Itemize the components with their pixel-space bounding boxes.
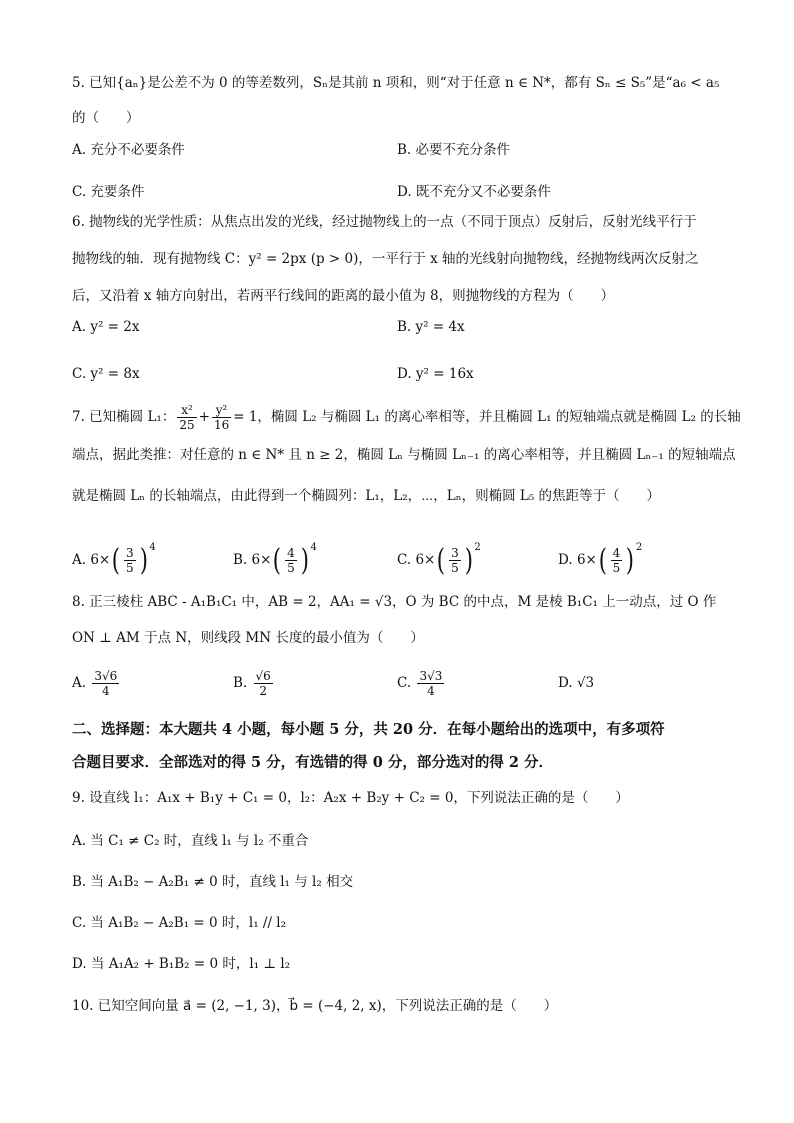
q8-option-a: A. $\frac{3√6}{4}$: [72, 669, 118, 698]
q7-option-d: D. 6×( $\frac{4}{5}$ ) $^2$: [558, 542, 643, 578]
q7-stem-line2: 端点，据此类推：对任意的 n ∈ N* 且 n ≥ 2，椭圆 Lₙ 与椭圆 Lₙ₋₁ 的离心率相等，并且椭圆 Lₙ₋₁ 的短轴端点: [72, 447, 736, 463]
q5-stem-line1: 5. 已知{aₙ}是公差不为 0 的等差数列，Sₙ是其前 n 项和，则“对于任意 n ∈ N*，都有 Sₙ ≤ S₅”是“a₆ < a₅: [72, 75, 720, 91]
q7-stem-rest: = 1，椭圆 L₂ 与椭圆 L₁ 的离心率相等，并且椭圆 L₁ 的短轴端点就是椭圆 L₂ 的长轴: [233, 409, 741, 425]
q9-option-d: D. 当 A₁A₂ + B₁B₂ = 0 时，l₁ ⊥ l₂: [72, 956, 291, 972]
q8-option-b: B. $\frac{√6}{2}$: [233, 669, 271, 698]
q6-option-c: C. y² = 8x: [72, 366, 140, 382]
q7-stem-line3: 就是椭圆 Lₙ 的长轴端点，由此得到一个椭圆列：L₁，L₂，⋯，Lₙ，则椭圆 L₅ 的焦距等于（ ）: [72, 488, 661, 504]
q5-stem-line2: 的（ ）: [72, 110, 140, 126]
section-2-heading-line1: 二、选择题：本大题共 4 小题，每小题 5 分，共 20 分．在每小题给出的选项中，有多项符: [72, 721, 665, 738]
q7-stem-intro: 7. 已知椭圆 L₁：: [72, 409, 176, 425]
q9-option-c: C. 当 A₁B₂ − A₂B₁ = 0 时，l₁ // l₂: [72, 915, 287, 931]
q6-stem-line3: 后，又沿着 x 轴方向射出，若两平行线间的距离的最小值为 8，则抛物线的方程为（ ）: [72, 288, 615, 304]
q7-stem-line1: [72, 401, 741, 433]
q5-option-d: D. 既不充分又不必要条件: [397, 184, 551, 200]
q6-option-b: B. y² = 4x: [397, 319, 465, 335]
q9-stem: 9. 设直线 l₁：A₁x + B₁y + C₁ = 0，l₂：A₂x + B₂y + C₂ = 0，下列说法正确的是（ ）: [72, 790, 629, 806]
q7-option-c: C. 6×( $\frac{3}{5}$ ) $^2$: [397, 542, 481, 578]
q5-option-b: B. 必要不充分条件: [397, 142, 511, 158]
q7-plus: +: [198, 409, 210, 425]
q7-ellipse-x-term: $\frac{\text{x²}}{25}$: [179, 403, 195, 432]
q7-ellipse-y-term: $\frac{\text{y²}}{16}$: [213, 403, 230, 432]
q7-option-b: B. 6×( $\frac{4}{5}$ ) $^4$: [233, 542, 317, 578]
q8-option-d: D. √3: [558, 675, 595, 691]
q8-stem-line2: ON ⊥ AM 于点 N，则线段 MN 长度的最小值为（ ）: [72, 630, 424, 646]
q7-option-a: A. 6×( $\frac{3}{5}$ ) $^4$: [72, 542, 156, 578]
q6-option-a: A. y² = 2x: [72, 319, 140, 335]
q10-stem: 10. 已知空间向量 a⃗ = (2, −1, 3)，b⃗ = (−4, 2, x)，下列说法正确的是（ ）: [72, 998, 558, 1014]
section-2-heading-line2: 合题目要求．全部选对的得 5 分，有选错的得 0 分，部分选对的得 2 分．: [72, 754, 554, 771]
q5-option-a: A. 充分不必要条件: [72, 142, 185, 158]
q9-option-b: B. 当 A₁B₂ − A₂B₁ ≠ 0 时，直线 l₁ 与 l₂ 相交: [72, 874, 354, 890]
q6-stem-line1: 6. 抛物线的光学性质：从焦点出发的光线，经过抛物线上的一点（不同于顶点）反射后，反射光线平行于: [72, 214, 697, 230]
q6-stem-line2: 抛物线的轴．现有抛物线 C：y² = 2px (p > 0)，一平行于 x 轴的光线射向抛物线，经抛物线两次反射之: [72, 251, 699, 267]
q8-option-c: C. $\frac{3√3}{4}$: [397, 669, 443, 698]
q6-option-d: D. y² = 16x: [397, 366, 474, 382]
q8-stem-line1: 8. 正三棱柱 ABC - A₁B₁C₁ 中，AB = 2，AA₁ = √3，O 为 BC 的中点，M 是棱 B₁C₁ 上一动点，过 O 作: [72, 594, 717, 610]
q9-option-a: A. 当 C₁ ≠ C₂ 时，直线 l₁ 与 l₂ 不重合: [72, 833, 309, 849]
q5-option-c: C. 充要条件: [72, 184, 145, 200]
